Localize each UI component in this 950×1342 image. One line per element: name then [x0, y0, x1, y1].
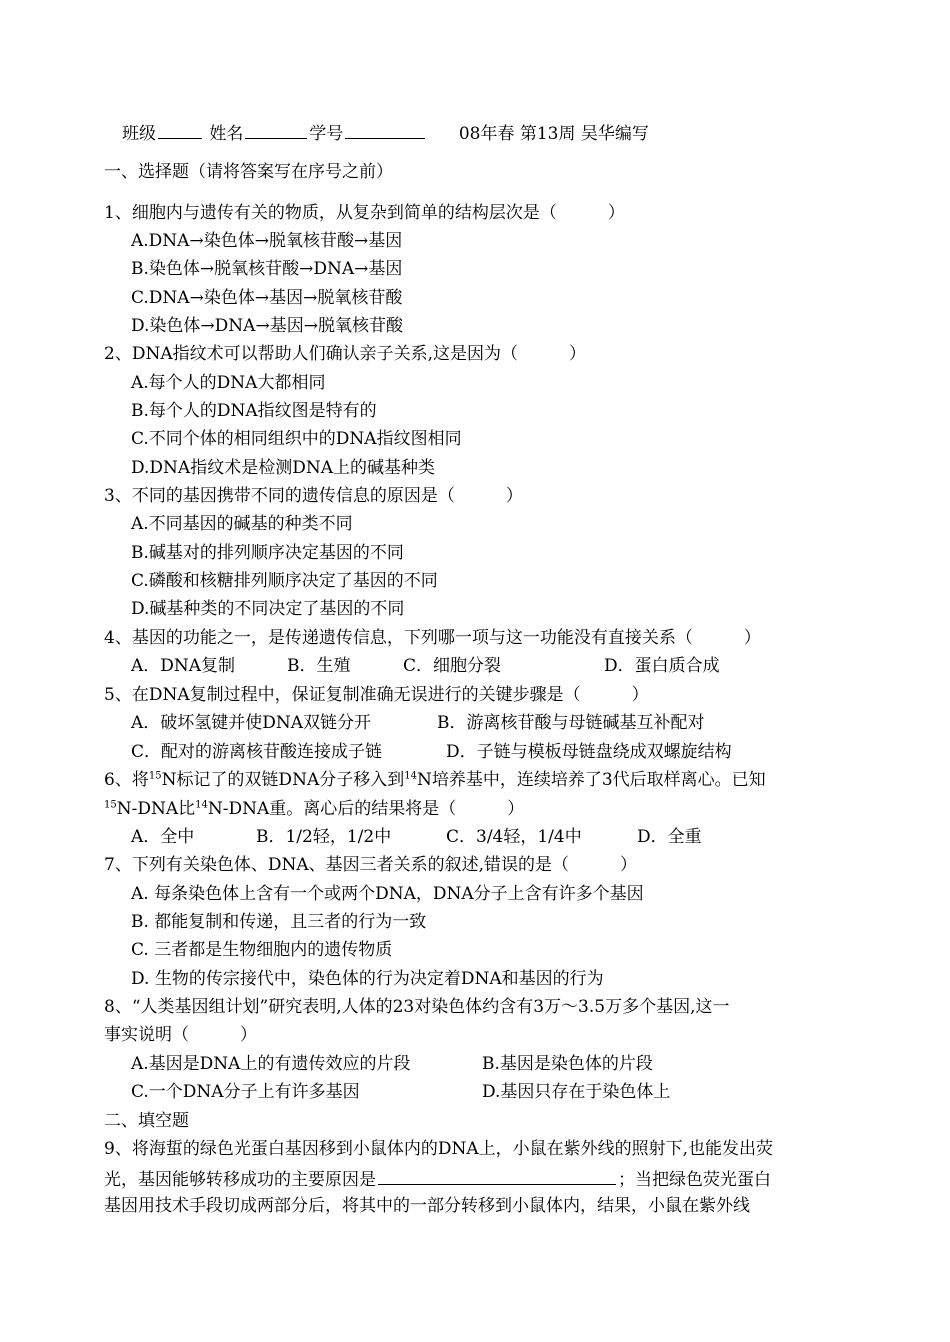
- q6-stem-line1: [104, 769, 766, 791]
- header-line: [122, 120, 649, 145]
- q6-option-c: C．3/4轻，1/4中: [446, 827, 582, 847]
- q5-stem: 5、在DNA复制过程中，保证复制准确无误进行的关键步骤是（ ）: [104, 685, 649, 705]
- q9-line2: [104, 1166, 771, 1191]
- q4-option-b: B．生殖: [287, 656, 351, 676]
- name-blank[interactable]: [245, 120, 307, 139]
- q7-option-c: C. 三者都是生物细胞内的遗传物质: [131, 940, 393, 960]
- q4-option-a: A．DNA复制: [131, 656, 236, 676]
- q2-option-d: D.DNA指纹术是检测DNA上的碱基种类: [131, 458, 435, 478]
- q2-option-c: C.不同个体的相同组织中的DNA指纹图相同: [131, 429, 462, 449]
- q2-stem: 2、DNA指纹术可以帮助人们确认亲子关系,这是因为（ ）: [104, 344, 587, 364]
- q4-option-c: C．细胞分裂: [403, 656, 502, 676]
- q1-option-b: B.染色体→脱氧核苷酸→DNA→基因: [131, 259, 403, 279]
- q1-option-c: C.DNA→染色体→基因→脱氧核苷酸: [131, 288, 403, 308]
- q6-text-4: N-DNA比: [116, 799, 196, 819]
- q6-option-d: D．全重: [637, 827, 702, 847]
- q5-option-c: C．配对的游离核苷酸连接成子链: [131, 742, 383, 762]
- q8-option-a: A.基因是DNA上的有遗传效应的片段: [131, 1054, 411, 1074]
- q8-option-c: C.一个DNA分子上有许多基因: [131, 1082, 360, 1102]
- name-label: 姓名: [209, 124, 244, 144]
- q8-stem-line2: 事实说明（ ）: [104, 1025, 257, 1045]
- q6-sup-3: 15: [104, 799, 117, 811]
- q2-option-a: A.每个人的DNA大都相同: [131, 373, 326, 393]
- q3-stem: 3、不同的基因携带不同的遗传信息的原因是（ ）: [104, 486, 523, 506]
- q8-option-b: B.基因是染色体的片段: [482, 1054, 653, 1074]
- q8-stem-line1: 8、“人类基因组计划”研究表明,人体的23对染色体约含有3万～3.5万多个基因,这一: [104, 997, 730, 1017]
- q7-option-a: A. 每条染色体上含有一个或两个DNA，DNA分子上含有许多个基因: [131, 884, 644, 904]
- q9-line1: 9、将海蜇的绿色光蛋白基因移到小鼠体内的DNA上，小鼠在紫外线的照射下,也能发出荧: [104, 1139, 773, 1159]
- q7-option-d: D. 生物的传宗接代中，染色体的行为决定着DNA和基因的行为: [131, 969, 604, 989]
- id-label: 学号: [309, 124, 344, 144]
- q6-text-5: N-DNA重。离心后的结果将是（ ）: [207, 799, 525, 819]
- q1-stem: 1、细胞内与遗传有关的物质，从复杂到简单的结构层次是（ ）: [104, 203, 625, 223]
- q6-option-b: B．1/2轻，1/2中: [256, 827, 392, 847]
- q6-text-2: N标记了的双链DNA分子移入到: [161, 770, 405, 790]
- q7-option-b: B. 都能复制和传递，且三者的行为一致: [131, 912, 427, 932]
- q6-sup-1: 15: [148, 770, 162, 782]
- q3-option-b: B.碱基对的排列顺序决定基因的不同: [131, 543, 404, 563]
- class-label: 班级: [122, 124, 156, 144]
- q6-option-a: A．全中: [131, 827, 195, 847]
- q4-stem: 4、基因的功能之一，是传递遗传信息，下列哪一项与这一功能没有直接关系（ ）: [104, 628, 761, 648]
- q6-text-1: 6、将: [104, 770, 149, 790]
- q9-answer-blank[interactable]: [378, 1166, 616, 1185]
- q7-stem: 7、下列有关染色体、DNA、基因三者关系的叙述,错误的是（ ）: [104, 855, 638, 875]
- q9-text-a: 光，基因能够转移成功的主要原因是: [104, 1170, 376, 1190]
- q2-option-b: B.每个人的DNA指纹图是特有的: [131, 401, 377, 421]
- q5-option-b: B．游离核苷酸与母链碱基互补配对: [437, 713, 705, 733]
- q3-option-a: A.不同基因的碱基的种类不同: [131, 514, 353, 534]
- q6-stem-line2: [104, 798, 524, 820]
- q5-option-d: D．子链与模板母链盘绕成双螺旋结构: [446, 742, 732, 762]
- q1-option-a: A.DNA→染色体→脱氧核苷酸→基因: [131, 231, 403, 251]
- q4-option-d: D．蛋白质合成: [604, 656, 720, 676]
- choice-section-title: 一、选择题（请将答案写在序号之前）: [104, 162, 393, 182]
- q9-line3: 基因用技术手段切成两部分后，将其中的一部分转移到小鼠体内，结果，小鼠在紫外线: [104, 1196, 750, 1216]
- class-blank[interactable]: [158, 120, 202, 139]
- q6-sup-2: 14: [404, 770, 417, 782]
- id-blank[interactable]: [345, 120, 425, 139]
- fill-section-title: 二、填空题: [104, 1111, 189, 1131]
- q1-option-d: D.染色体→DNA→基因→脱氧核苷酸: [131, 316, 403, 336]
- q6-sup-4: 14: [195, 799, 208, 811]
- q9-text-b: ；当把绿色荧光蛋白: [618, 1170, 771, 1190]
- q3-option-d: D.碱基种类的不同决定了基因的不同: [131, 599, 405, 619]
- header-info: 08年春 第13周 吴华编写: [458, 124, 649, 144]
- q6-text-3: N培养基中，连续培养了3代后取样离心。已知: [416, 770, 766, 790]
- q5-option-a: A．破坏氢键并使DNA双链分开: [131, 713, 372, 733]
- q3-option-c: C.磷酸和核糖排列顺序决定了基因的不同: [131, 571, 438, 591]
- q8-option-d: D.基因只存在于染色体上: [482, 1082, 671, 1102]
